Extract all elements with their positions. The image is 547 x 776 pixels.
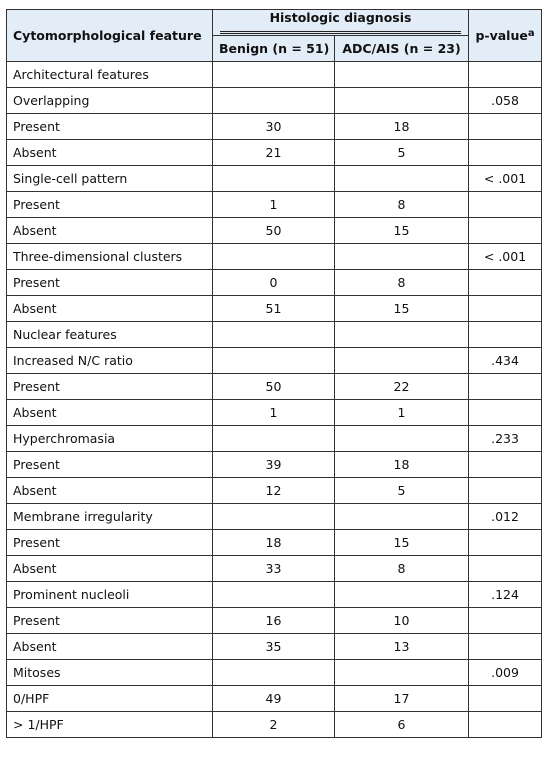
table-row: [7, 478, 542, 504]
table-row: [7, 270, 542, 296]
table-row: [7, 530, 542, 556]
benign-count-cell: [213, 244, 335, 270]
feature-column-header: Cytomorphological feature: [7, 10, 213, 62]
adc-count-cell: [335, 348, 469, 374]
table-row: [7, 114, 542, 140]
adc-count-cell: 22: [335, 374, 469, 400]
benign-count-cell: [213, 322, 335, 348]
feature-cell: Overlapping: [7, 88, 213, 114]
benign-count-cell: 39: [213, 452, 335, 478]
feature-cell: Present: [7, 192, 213, 218]
benign-count-cell: 49: [213, 686, 335, 712]
pvalue-cell: .434: [469, 348, 542, 374]
adc-count-cell: 1: [335, 400, 469, 426]
table-row: [7, 192, 542, 218]
table-body: [7, 62, 542, 738]
pvalue-column-header: [469, 10, 542, 62]
table-row: [7, 660, 542, 686]
benign-count-cell: [213, 426, 335, 452]
benign-count-cell: [213, 88, 335, 114]
table-row: [7, 712, 542, 738]
pvalue-cell: .058: [469, 88, 542, 114]
pvalue-cell: [469, 556, 542, 582]
benign-column-header: Benign (n = 51): [213, 36, 335, 62]
benign-count-cell: 1: [213, 400, 335, 426]
pvalue-cell: [469, 114, 542, 140]
feature-cell: Present: [7, 374, 213, 400]
table-row: [7, 322, 542, 348]
pvalue-cell: [469, 140, 542, 166]
benign-count-cell: 50: [213, 374, 335, 400]
table-row: [7, 140, 542, 166]
feature-cell: Absent: [7, 634, 213, 660]
feature-cell: Present: [7, 608, 213, 634]
adc-count-cell: [335, 88, 469, 114]
adc-count-cell: 10: [335, 608, 469, 634]
feature-cell: Prominent nucleoli: [7, 582, 213, 608]
adc-count-cell: 5: [335, 140, 469, 166]
pvalue-cell: [469, 608, 542, 634]
table-row: [7, 348, 542, 374]
pvalue-cell: [469, 322, 542, 348]
table-row: [7, 88, 542, 114]
adc-count-cell: 5: [335, 478, 469, 504]
pvalue-footnote-marker: a: [527, 28, 535, 39]
benign-count-cell: 0: [213, 270, 335, 296]
adc-count-cell: 8: [335, 556, 469, 582]
pvalue-cell: .233: [469, 426, 542, 452]
table-row: [7, 582, 542, 608]
pvalue-cell: [469, 712, 542, 738]
table-row: [7, 634, 542, 660]
benign-count-cell: 35: [213, 634, 335, 660]
feature-cell: > 1/HPF: [7, 712, 213, 738]
adc-column-header: ADC/AIS (n = 23): [335, 36, 469, 62]
table-row: [7, 218, 542, 244]
feature-cell: Membrane irregularity: [7, 504, 213, 530]
benign-count-cell: 18: [213, 530, 335, 556]
feature-cell: Increased N/C ratio: [7, 348, 213, 374]
table-row: [7, 296, 542, 322]
feature-cell: Mitoses: [7, 660, 213, 686]
table-header: [7, 10, 542, 62]
table-row: [7, 166, 542, 192]
adc-count-cell: 17: [335, 686, 469, 712]
feature-cell: Single-cell pattern: [7, 166, 213, 192]
pvalue-cell: .012: [469, 504, 542, 530]
benign-count-cell: [213, 348, 335, 374]
adc-count-cell: 6: [335, 712, 469, 738]
adc-count-cell: 18: [335, 114, 469, 140]
table-row: [7, 686, 542, 712]
pvalue-cell: .009: [469, 660, 542, 686]
pvalue-cell: [469, 270, 542, 296]
table-row: [7, 244, 542, 270]
feature-cell: Present: [7, 114, 213, 140]
feature-cell: Absent: [7, 400, 213, 426]
table-row: [7, 608, 542, 634]
adc-count-cell: [335, 166, 469, 192]
table-row: [7, 400, 542, 426]
feature-cell: Hyperchromasia: [7, 426, 213, 452]
feature-cell: Present: [7, 270, 213, 296]
pvalue-label: p-value: [475, 28, 528, 43]
feature-cell: Architectural features: [7, 62, 213, 88]
feature-cell: Absent: [7, 478, 213, 504]
benign-count-cell: 50: [213, 218, 335, 244]
adc-count-cell: [335, 322, 469, 348]
pvalue-cell: [469, 62, 542, 88]
feature-cell: Absent: [7, 556, 213, 582]
pvalue-cell: [469, 400, 542, 426]
benign-count-cell: [213, 582, 335, 608]
feature-cell: Present: [7, 530, 213, 556]
benign-count-cell: [213, 660, 335, 686]
benign-count-cell: 1: [213, 192, 335, 218]
adc-count-cell: 18: [335, 452, 469, 478]
table-row: [7, 452, 542, 478]
histologic-diagnosis-label: Histologic diagnosis: [220, 10, 461, 34]
benign-count-cell: 16: [213, 608, 335, 634]
table-row: [7, 62, 542, 88]
benign-count-cell: [213, 166, 335, 192]
feature-cell: Nuclear features: [7, 322, 213, 348]
adc-count-cell: [335, 426, 469, 452]
benign-count-cell: 12: [213, 478, 335, 504]
table-row: [7, 556, 542, 582]
pvalue-cell: < .001: [469, 244, 542, 270]
pvalue-cell: [469, 296, 542, 322]
table-row: [7, 426, 542, 452]
benign-count-cell: 51: [213, 296, 335, 322]
adc-count-cell: 15: [335, 530, 469, 556]
adc-count-cell: [335, 244, 469, 270]
pvalue-cell: [469, 686, 542, 712]
benign-count-cell: 2: [213, 712, 335, 738]
benign-count-cell: 30: [213, 114, 335, 140]
adc-count-cell: [335, 660, 469, 686]
pvalue-cell: [469, 374, 542, 400]
adc-count-cell: [335, 504, 469, 530]
pvalue-cell: [469, 192, 542, 218]
feature-cell: Three-dimensional clusters: [7, 244, 213, 270]
pvalue-cell: < .001: [469, 166, 542, 192]
adc-count-cell: 8: [335, 270, 469, 296]
pvalue-cell: [469, 218, 542, 244]
benign-count-cell: [213, 504, 335, 530]
histologic-diagnosis-header: [213, 10, 469, 36]
pvalue-cell: [469, 634, 542, 660]
table-row: [7, 374, 542, 400]
pvalue-cell: [469, 530, 542, 556]
feature-cell: Absent: [7, 218, 213, 244]
feature-cell: Present: [7, 452, 213, 478]
adc-count-cell: 15: [335, 218, 469, 244]
pvalue-cell: [469, 478, 542, 504]
adc-count-cell: 13: [335, 634, 469, 660]
feature-cell: Absent: [7, 140, 213, 166]
feature-cell: Absent: [7, 296, 213, 322]
adc-count-cell: 15: [335, 296, 469, 322]
adc-count-cell: [335, 582, 469, 608]
adc-count-cell: 8: [335, 192, 469, 218]
benign-count-cell: 33: [213, 556, 335, 582]
cytomorphology-table: [6, 9, 542, 738]
benign-count-cell: 21: [213, 140, 335, 166]
pvalue-cell: .124: [469, 582, 542, 608]
pvalue-cell: [469, 452, 542, 478]
adc-count-cell: [335, 62, 469, 88]
benign-count-cell: [213, 62, 335, 88]
feature-cell: 0/HPF: [7, 686, 213, 712]
table-row: [7, 504, 542, 530]
